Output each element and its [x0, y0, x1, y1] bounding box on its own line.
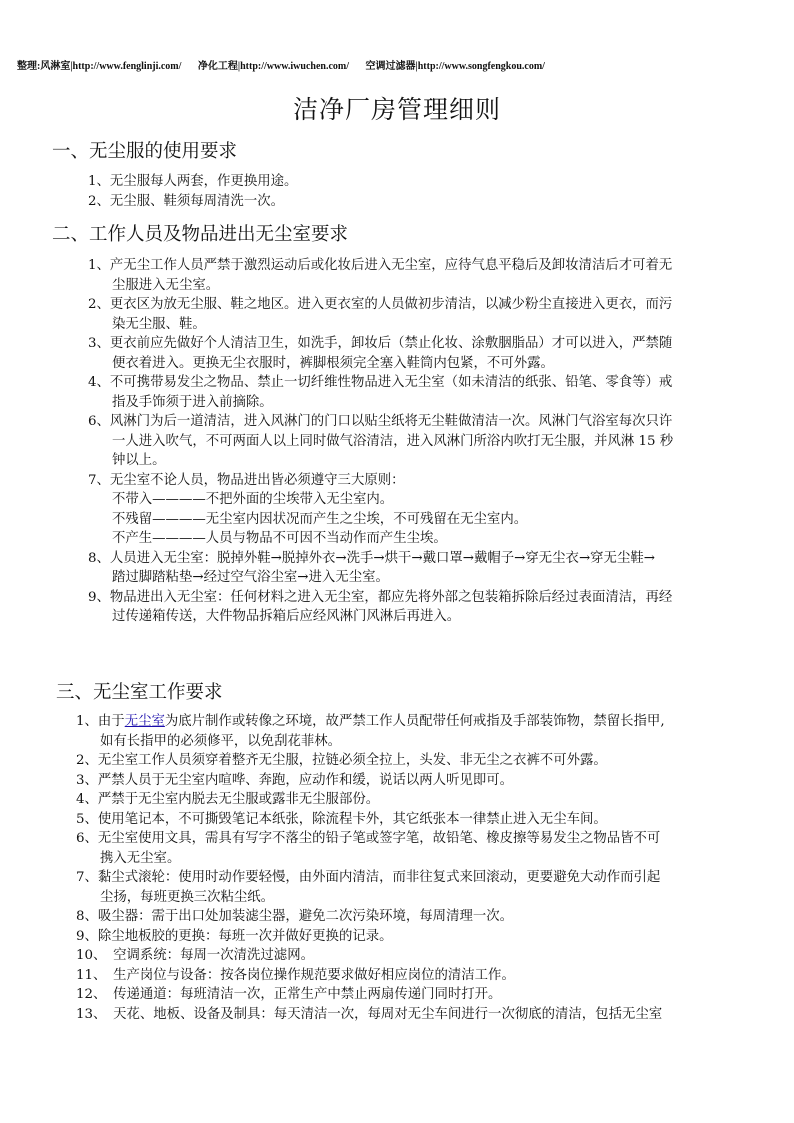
page-header [17, 57, 784, 72]
list-item: 4、不可携带易发尘之物品、禁止一切纤维性物品进入无尘室（如未清洁的纸张、铅笔、零食等）戒 指及手饰须于进入前摘除。 [88, 375, 673, 410]
document-title: 洁净厂房管理细则 [292, 95, 501, 124]
list-item: 1、产无尘工作人员严禁于激烈运动后或化妆后进入无尘室，应待气息平稳后及卸妆清洁后才可着无 尘服进入无尘室。 [88, 258, 673, 293]
list-item: 13、 天花、地板、设备及制具：每天清洁一次，每周对无尘车间进行一次彻底的清洁，包括无尘室 [76, 1006, 663, 1022]
section-1-items [88, 172, 794, 211]
list-item: 8、吸尘器：需于出口处加装滤尘器，避免二次污染环境，每周清理一次。 [76, 909, 514, 924]
list-item: 4、严禁于无尘室内脱去无尘服或露非无尘服部份。 [76, 792, 380, 807]
header-link-1[interactable]: 整理:风淋室|http://www.fenglinji.com/ [17, 61, 182, 72]
section-2-items [88, 256, 794, 627]
list-item: 2、无尘服、鞋须每周清洗一次。 [88, 193, 284, 209]
list-item: 12、 传递通道：每班清洁一次，正常生产中禁止两扇传递门同时打开。 [76, 987, 502, 1002]
list-item: 7、无尘室不论人员，物品进出皆必须遵守三大原则： 不带入————不把外面的尘埃带入无尘室内。 不残留————无尘室内因状况而产生之尘埃，不可残留在无尘室内。 不产生————人员与物品不可因不当动作而产生尘埃。 [88, 472, 528, 546]
list-item: 3、更衣前应先做好个人清洁卫生，如洗手，卸妆后（禁止化妆、涂敷胭脂品）才可以进入，严禁随 便衣着进入。更换无尘衣服时，裤脚根须完全塞入鞋筒内包紧，不可外露。 [88, 336, 673, 371]
section-heading-2: 二、工作人员及物品进出无尘室要求 [52, 224, 349, 245]
section-3-items [76, 712, 794, 1024]
list-item: 5、使用笔记本，不可撕毁笔记本纸张，除流程卡外，其它纸张本一律禁止进入无尘车间。 [76, 811, 607, 827]
list-item: 8、人员进入无尘室：脱掉外鞋→脱掉外衣→洗手→烘干→戴口罩→戴帽子→穿无尘衣→穿无尘鞋→ 踏过脚踏粘垫→经过空气浴尘室→进入无尘室。 [88, 550, 655, 585]
list-item: 2、无尘室工作人员须穿着整齐无尘服，拉链必须全拉上，头发、非无尘之衣裤不可外露。 [76, 753, 607, 768]
list-item: 2、更衣区为放无尘服、鞋之地区。进入更衣室的人员做初步清洁，以减少粉尘直接进入更衣，而污 染无尘服、鞋。 [88, 297, 673, 332]
list-item: 6、风淋门为后一道清洁，进入风淋门的门口以贴尘纸将无尘鞋做清洁一次。风淋门气浴室每次只许 一人进入吹气，不可两面人以上同时做气浴清洁，进入风淋门所浴内吹打无尘服，并风淋 15 秒 钟以上。 [88, 414, 674, 468]
header-link-2[interactable]: 净化工程|http://www.iwuchen.com/ [197, 61, 350, 72]
list-item: 7、黏尘式滚轮：使用时动作要轻慢，由外面内清洁，而非往复式来回滚动，更要避免大动作而引起 尘扬，每班更换三次粘尘纸。 [76, 870, 661, 905]
list-item: 1、由于无尘室为底片制作或转像之环境，故严禁工作人员配带任何戒指及手部装饰物，禁留长指甲, 如有长指甲的必须修平，以免刮花菲林。 [76, 714, 665, 749]
section-heading-3: 三、无尘室工作要求 [56, 682, 223, 703]
clean-room-link[interactable]: 无尘室 [124, 714, 165, 729]
list-item: 1、无尘服每人两套，作更换用途。 [88, 174, 298, 189]
list-item: 6、无尘室使用文具，需具有写字不落尘的铅子笔或签字笔，故铅笔、橡皮擦等易发尘之物品皆不可 携入无尘室。 [76, 831, 661, 866]
list-item: 3、严禁人员于无尘室内喧哗、奔跑，应动作和缓，说话以两人听见即可。 [76, 772, 514, 788]
section-heading-1: 一、无尘服的使用要求 [52, 141, 238, 162]
list-item: 9、物品进出入无尘室：任何材料之进入无尘室，都应先将外部之包装箱拆除后经过表面清洁，再经 过传递箱传送，大件物品拆箱后应经风淋门风淋后再进入。 [88, 589, 673, 624]
list-item: 11、 生产岗位与设备：按各岗位操作规范要求做好相应岗位的清洁工作。 [76, 967, 515, 983]
header-link-3[interactable]: 空调过滤器|http://www.songfengkou.com/ [365, 61, 545, 72]
list-item: 9、除尘地板胶的更换：每班一次并做好更换的记录。 [76, 928, 393, 944]
list-item: 10、 空调系统：每周一次清洗过滤网。 [76, 948, 314, 963]
